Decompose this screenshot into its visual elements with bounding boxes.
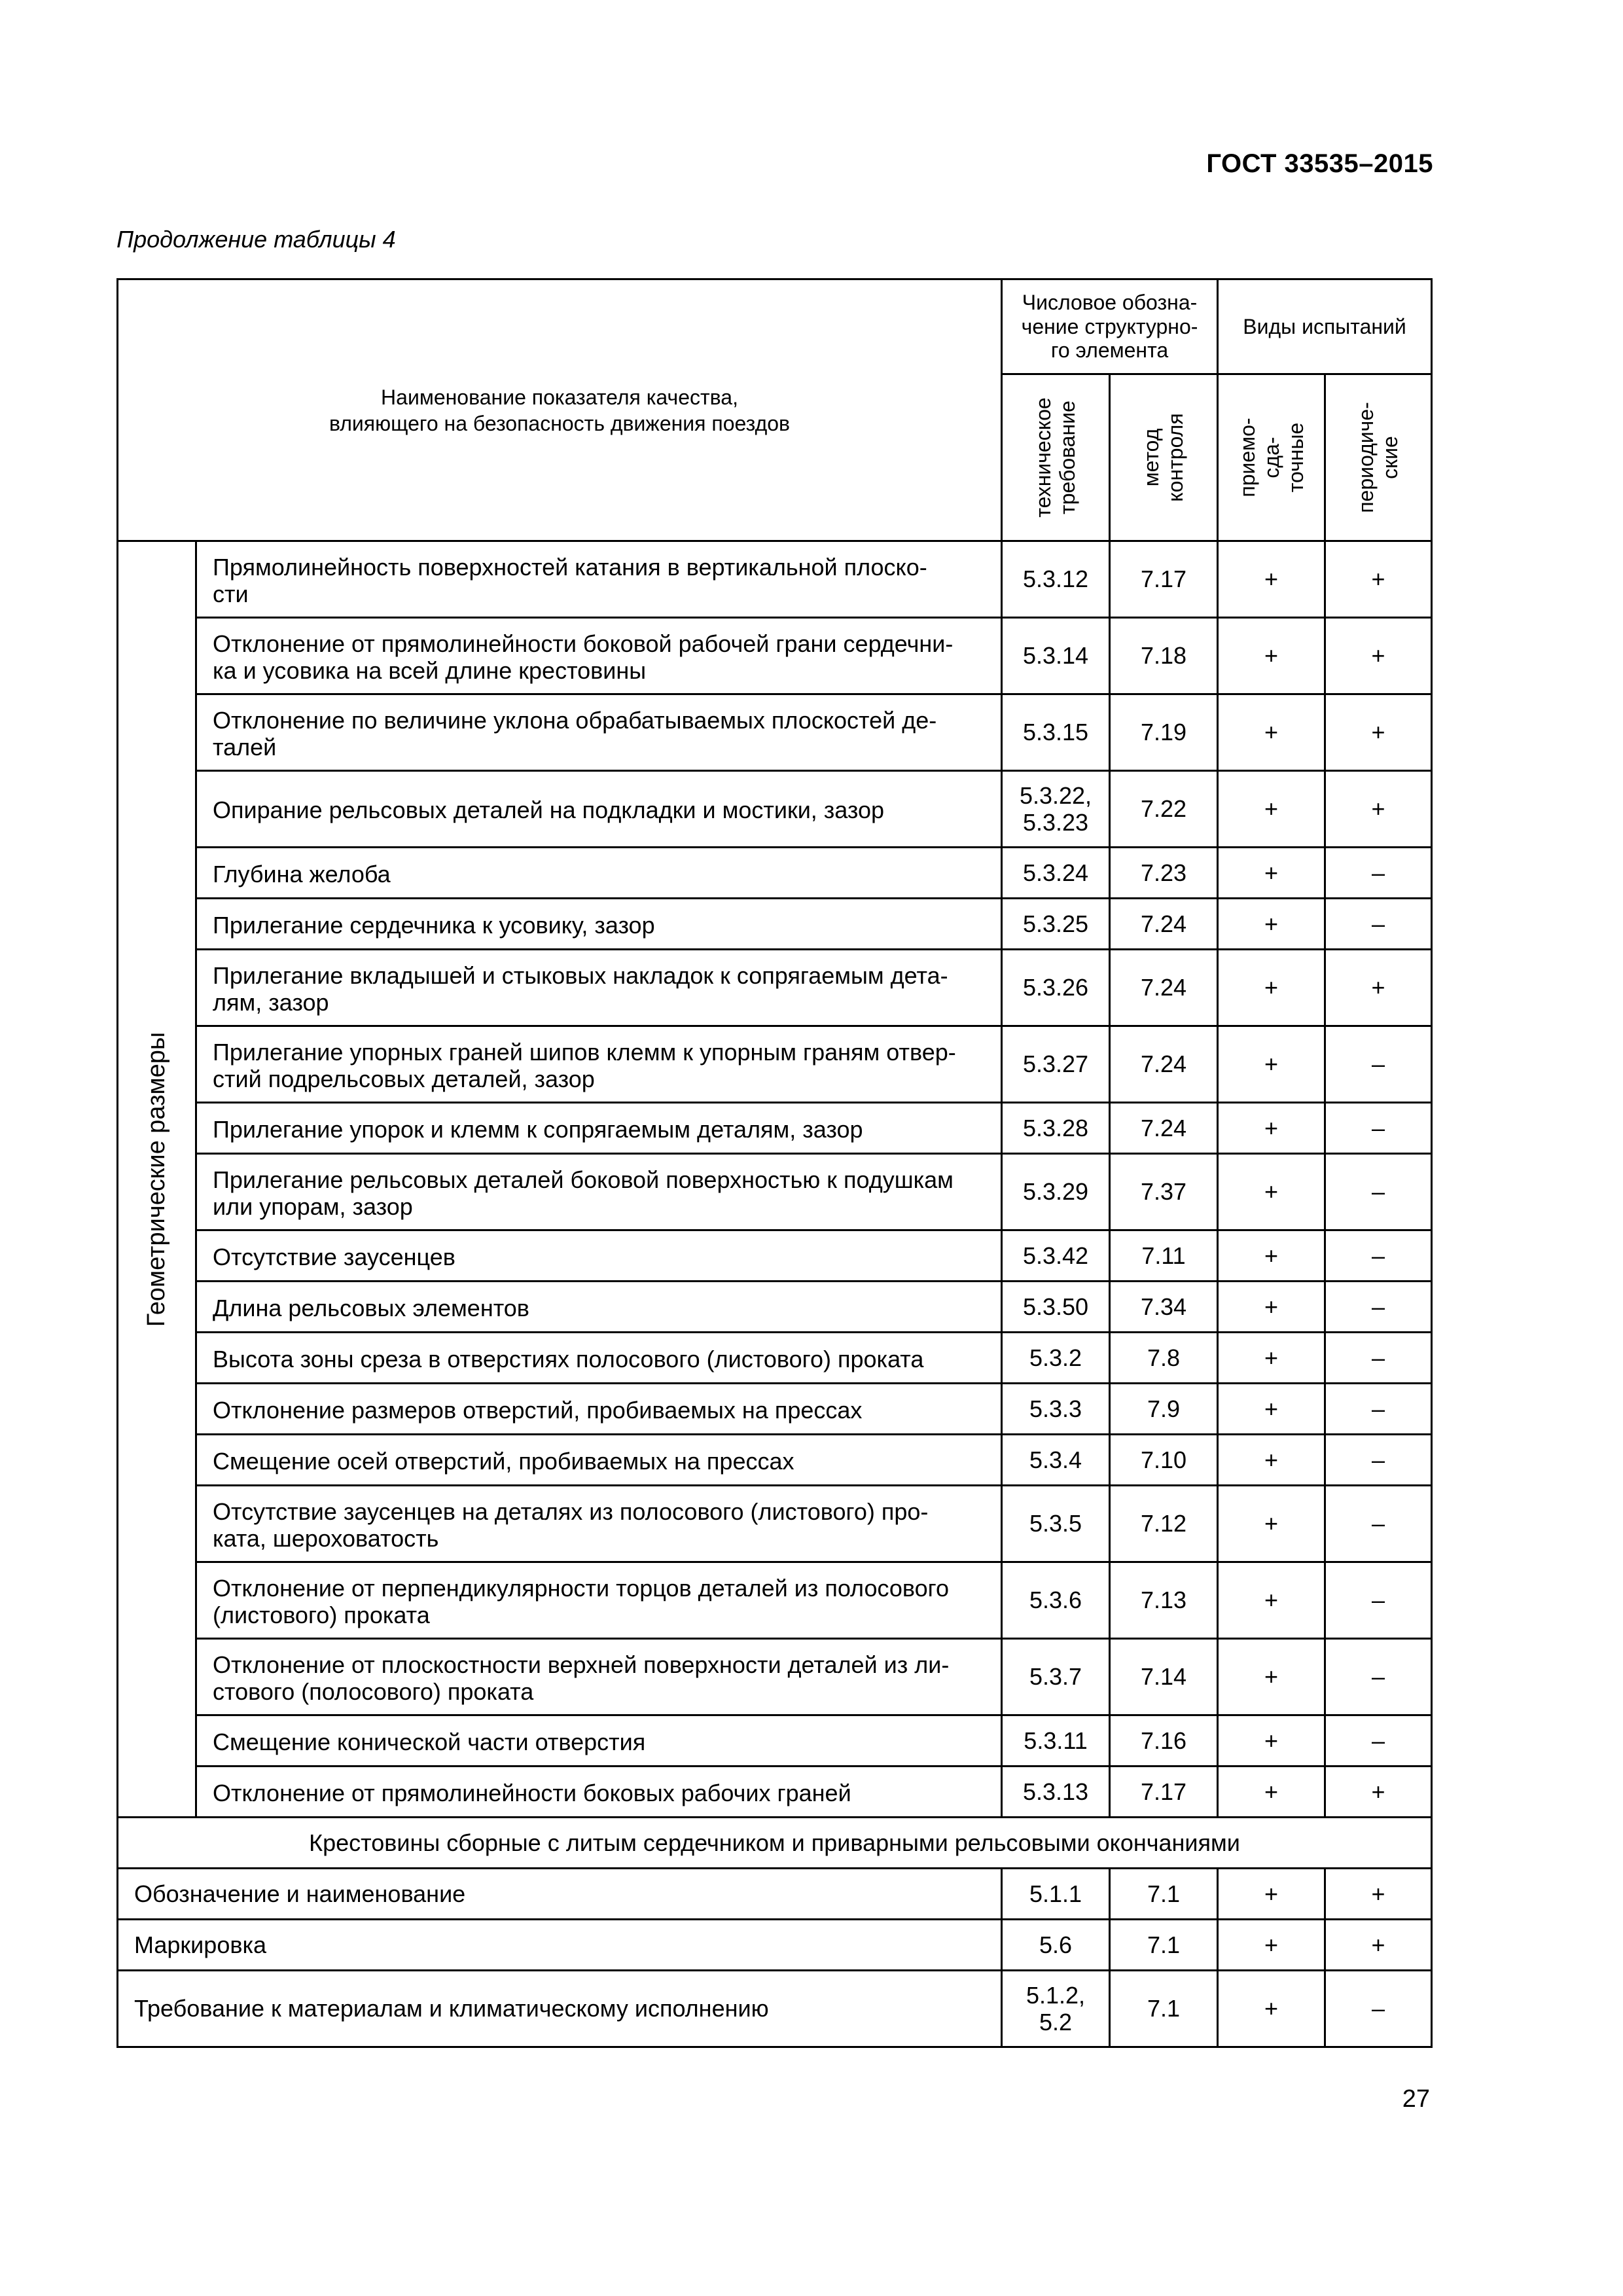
row-name: Отсутствие заусенцев <box>196 1230 1002 1282</box>
row-periodic: + <box>1325 950 1432 1026</box>
row-periodic: – <box>1325 1486 1432 1562</box>
row-tech-req: 5.3.15 <box>1002 694 1110 771</box>
row-periodic: – <box>1325 1715 1432 1767</box>
row-method: 7.12 <box>1110 1486 1218 1562</box>
row-acceptance: + <box>1218 1639 1325 1715</box>
row-name: Смещение конической части отверстия <box>196 1715 1002 1767</box>
table-row <box>118 899 1432 950</box>
row-acceptance: + <box>1218 1230 1325 1282</box>
table-row <box>118 848 1432 899</box>
document-code: ГОСТ 33535–2015 <box>1206 149 1433 178</box>
table-row <box>118 1103 1432 1154</box>
table-row <box>118 950 1432 1026</box>
row-periodic: – <box>1325 1435 1432 1486</box>
row-acceptance: + <box>1218 541 1325 618</box>
row-method: 7.19 <box>1110 694 1218 771</box>
row-acceptance: + <box>1218 1971 1325 2047</box>
row-acceptance: + <box>1218 1715 1325 1767</box>
table-row <box>118 618 1432 694</box>
row-name: Прилегание упорок и клемм к сопрягаемым деталям, зазор <box>196 1103 1002 1154</box>
row-periodic: – <box>1325 848 1432 899</box>
row-name: Прилегание рельсовых деталей боковой поверхностью к подушкам или упорам, зазор <box>196 1154 1002 1230</box>
row-tech-req: 5.6 <box>1002 1920 1110 1971</box>
group-label-geometric-dimensions: Геометрические размеры <box>118 541 196 1818</box>
table-row <box>118 1715 1432 1767</box>
row-method: 7.24 <box>1110 1026 1218 1103</box>
table-row <box>118 1920 1432 1971</box>
row-tech-req: 5.3.14 <box>1002 618 1110 694</box>
row-acceptance: + <box>1218 618 1325 694</box>
row-tech-req: 5.3.13 <box>1002 1767 1110 1818</box>
header-acceptance-tests: приемо-сда- точные <box>1218 374 1325 541</box>
row-periodic: + <box>1325 1869 1432 1920</box>
header-control-method: метод контроля <box>1110 374 1218 541</box>
row-name: Отклонение от плоскостности верхней поверхности деталей из ли- стового (полосового) проката <box>196 1639 1002 1715</box>
row-tech-req: 5.3.25 <box>1002 899 1110 950</box>
table-row <box>118 1154 1432 1230</box>
row-acceptance: + <box>1218 1384 1325 1435</box>
row-periodic: + <box>1325 1767 1432 1818</box>
row-method: 7.14 <box>1110 1639 1218 1715</box>
row-tech-req: 5.3.28 <box>1002 1103 1110 1154</box>
row-periodic: + <box>1325 541 1432 618</box>
table-row <box>118 1639 1432 1715</box>
table-row <box>118 1562 1432 1639</box>
row-acceptance: + <box>1218 1869 1325 1920</box>
header-structural-element-code: Числовое обозна- чение структурно- го элемента <box>1002 279 1218 374</box>
row-method: 7.1 <box>1110 1920 1218 1971</box>
row-tech-req: 5.3.29 <box>1002 1154 1110 1230</box>
table-row <box>118 694 1432 771</box>
table-row <box>118 771 1432 848</box>
row-tech-req: 5.3.12 <box>1002 541 1110 618</box>
row-method: 7.24 <box>1110 1103 1218 1154</box>
row-method: 7.37 <box>1110 1154 1218 1230</box>
row-tech-req: 5.3.2 <box>1002 1333 1110 1384</box>
table-row <box>118 1026 1432 1103</box>
row-periodic: – <box>1325 1384 1432 1435</box>
row-periodic: – <box>1325 1971 1432 2047</box>
row-tech-req: 5.3.11 <box>1002 1715 1110 1767</box>
row-periodic: – <box>1325 1333 1432 1384</box>
table-row <box>118 1767 1432 1818</box>
table-row <box>118 541 1432 618</box>
row-name: Прямолинейность поверхностей катания в вертикальной плоско- сти <box>196 541 1002 618</box>
row-acceptance: + <box>1218 694 1325 771</box>
row-method: 7.1 <box>1110 1869 1218 1920</box>
row-method: 7.13 <box>1110 1562 1218 1639</box>
row-name: Отклонение размеров отверстий, пробиваемых на прессах <box>196 1384 1002 1435</box>
row-periodic: – <box>1325 1639 1432 1715</box>
row-name: Прилегание сердечника к усовику, зазор <box>196 899 1002 950</box>
row-name: Обозначение и наименование <box>118 1869 1002 1920</box>
row-tech-req: 5.3.6 <box>1002 1562 1110 1639</box>
row-acceptance: + <box>1218 1154 1325 1230</box>
row-method: 7.1 <box>1110 1971 1218 2047</box>
table-row <box>118 1486 1432 1562</box>
row-periodic: + <box>1325 618 1432 694</box>
row-name: Смещение осей отверстий, пробиваемых на прессах <box>196 1435 1002 1486</box>
row-periodic: – <box>1325 1230 1432 1282</box>
row-method: 7.9 <box>1110 1384 1218 1435</box>
table-caption: Продолжение таблицы 4 <box>116 226 396 253</box>
row-tech-req: 5.3.22, 5.3.23 <box>1002 771 1110 848</box>
row-method: 7.24 <box>1110 950 1218 1026</box>
row-name: Прилегание вкладышей и стыковых накладок к сопрягаемым дета- лям, зазор <box>196 950 1002 1026</box>
row-name: Отклонение от прямолинейности боковых рабочих граней <box>196 1767 1002 1818</box>
quality-indicators-table <box>116 278 1433 2048</box>
row-name: Маркировка <box>118 1920 1002 1971</box>
table-row <box>118 1435 1432 1486</box>
row-acceptance: + <box>1218 1562 1325 1639</box>
row-tech-req: 5.3.24 <box>1002 848 1110 899</box>
row-periodic: – <box>1325 1282 1432 1333</box>
row-acceptance: + <box>1218 848 1325 899</box>
table-row <box>118 1282 1432 1333</box>
row-tech-req: 5.3.42 <box>1002 1230 1110 1282</box>
row-method: 7.11 <box>1110 1230 1218 1282</box>
header-test-types: Виды испытаний <box>1218 279 1432 374</box>
row-tech-req: 5.3.4 <box>1002 1435 1110 1486</box>
row-tech-req: 5.3.7 <box>1002 1639 1110 1715</box>
row-name: Отклонение от перпендикулярности торцов деталей из полосового (листового) проката <box>196 1562 1002 1639</box>
row-acceptance: + <box>1218 1103 1325 1154</box>
row-method: 7.17 <box>1110 541 1218 618</box>
row-periodic: – <box>1325 1026 1432 1103</box>
row-acceptance: + <box>1218 1920 1325 1971</box>
row-periodic: + <box>1325 771 1432 848</box>
row-method: 7.18 <box>1110 618 1218 694</box>
row-tech-req: 5.1.1 <box>1002 1869 1110 1920</box>
row-periodic: + <box>1325 1920 1432 1971</box>
row-method: 7.24 <box>1110 899 1218 950</box>
row-name: Высота зоны среза в отверстиях полосового (листового) проката <box>196 1333 1002 1384</box>
row-periodic: – <box>1325 1154 1432 1230</box>
row-acceptance: + <box>1218 1026 1325 1103</box>
row-method: 7.10 <box>1110 1435 1218 1486</box>
header-periodic-tests: периодиче- ские <box>1325 374 1432 541</box>
row-method: 7.16 <box>1110 1715 1218 1767</box>
row-name: Опирание рельсовых деталей на подкладки и мостики, зазор <box>196 771 1002 848</box>
row-tech-req: 5.3.50 <box>1002 1282 1110 1333</box>
row-name: Отклонение от прямолинейности боковой рабочей грани сердечни- ка и усовика на всей длине крестовины <box>196 618 1002 694</box>
row-method: 7.34 <box>1110 1282 1218 1333</box>
page-number: 27 <box>1402 2085 1430 2113</box>
table-body <box>118 541 1432 2047</box>
row-acceptance: + <box>1218 950 1325 1026</box>
row-method: 7.8 <box>1110 1333 1218 1384</box>
row-acceptance: + <box>1218 1767 1325 1818</box>
row-name: Длина рельсовых элементов <box>196 1282 1002 1333</box>
table-row <box>118 1230 1432 1282</box>
row-acceptance: + <box>1218 771 1325 848</box>
row-name: Отклонение по величине уклона обрабатываемых плоскостей де- талей <box>196 694 1002 771</box>
row-method: 7.22 <box>1110 771 1218 848</box>
row-tech-req: 5.3.27 <box>1002 1026 1110 1103</box>
section-title: Крестовины сборные с литым сердечником и приварными рельсовыми окончаниями <box>118 1818 1432 1869</box>
row-method: 7.17 <box>1110 1767 1218 1818</box>
row-name: Отсутствие заусенцев на деталях из полосового (листового) про- ката, шероховатость <box>196 1486 1002 1562</box>
section-header-row <box>118 1818 1432 1869</box>
header-technical-requirement: техническое требование <box>1002 374 1110 541</box>
row-tech-req: 5.1.2, 5.2 <box>1002 1971 1110 2047</box>
row-name: Глубина желоба <box>196 848 1002 899</box>
table-row <box>118 1971 1432 2047</box>
row-acceptance: + <box>1218 1486 1325 1562</box>
row-acceptance: + <box>1218 899 1325 950</box>
row-tech-req: 5.3.26 <box>1002 950 1110 1026</box>
row-acceptance: + <box>1218 1333 1325 1384</box>
row-acceptance: + <box>1218 1282 1325 1333</box>
row-method: 7.23 <box>1110 848 1218 899</box>
row-name: Прилегание упорных граней шипов клемм к упорным граням отвер- стий подрельсовых деталей, зазор <box>196 1026 1002 1103</box>
table-row <box>118 1333 1432 1384</box>
row-periodic: – <box>1325 899 1432 950</box>
table-row <box>118 1384 1432 1435</box>
row-tech-req: 5.3.5 <box>1002 1486 1110 1562</box>
header-indicator-name: Наименование показателя качества, влияющего на безопасность движения поездов <box>118 279 1002 541</box>
row-acceptance: + <box>1218 1435 1325 1486</box>
row-name: Требование к материалам и климатическому исполнению <box>118 1971 1002 2047</box>
row-periodic: – <box>1325 1562 1432 1639</box>
row-tech-req: 5.3.3 <box>1002 1384 1110 1435</box>
row-periodic: + <box>1325 694 1432 771</box>
table-row <box>118 1869 1432 1920</box>
row-periodic: – <box>1325 1103 1432 1154</box>
